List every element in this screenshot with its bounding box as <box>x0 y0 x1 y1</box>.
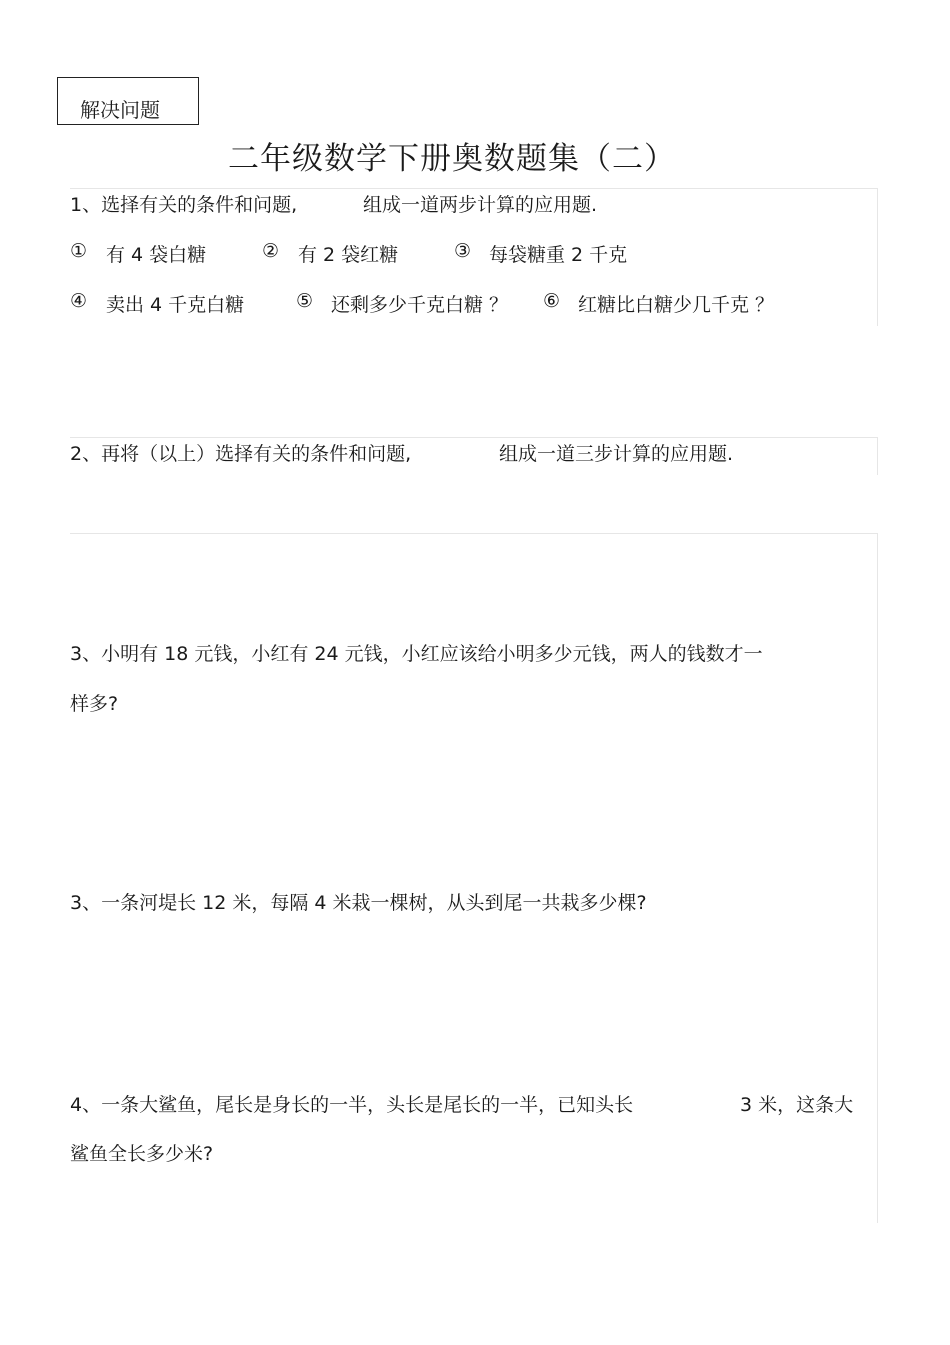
option-1-number: ① <box>70 240 88 262</box>
question-4-line-1-b: 3 米，这条大 <box>740 1094 854 1116</box>
question-4-line-2: 鲨鱼全长多少米? <box>70 1143 214 1165</box>
question-1-prompt-a: 1、选择有关的条件和问题, <box>70 194 298 216</box>
option-4-text: 卖出 4 千克白糖 <box>106 294 245 316</box>
page-title: 二年级数学下册奥数题集（二） <box>228 141 676 177</box>
option-3-text: 每袋糖重 2 千克 <box>489 244 628 266</box>
option-1-text: 有 4 袋白糖 <box>106 244 207 266</box>
section-tag: 解决问题 <box>80 98 160 122</box>
divider-q1-top <box>70 188 878 189</box>
option-6-number: ⑥ <box>543 290 561 312</box>
divider-q3-top <box>70 533 878 534</box>
option-4-number: ④ <box>70 290 88 312</box>
question-3a-line-2: 样多? <box>70 693 119 715</box>
question-2-prompt-b: 组成一道三步计算的应用题. <box>499 443 734 465</box>
divider-q3-right <box>877 533 878 1223</box>
option-2-text: 有 2 袋红糖 <box>298 244 399 266</box>
option-5-text: 还剩多少千克白糖 ？ <box>331 294 509 316</box>
question-4-line-1-a: 4、一条大鲨鱼，尾长是身长的一半，头长是尾长的一半，已知头长 <box>70 1094 634 1116</box>
option-2-number: ② <box>262 240 280 262</box>
divider-q1-right <box>877 188 878 326</box>
divider-q2-top <box>70 437 878 438</box>
option-3-number: ③ <box>454 240 472 262</box>
option-5-number: ⑤ <box>296 290 314 312</box>
question-2-prompt-a: 2、再将（以上）选择有关的条件和问题, <box>70 443 412 465</box>
question-3b-line-1: 3、一条河堤长 12 米，每隔 4 米栽一棵树，从头到尾一共栽多少棵? <box>70 892 647 914</box>
divider-q2-right <box>877 437 878 475</box>
question-3a-line-1: 3、小明有 18 元钱，小红有 24 元钱，小红应该给小明多少元钱，两人的钱数才一 <box>70 643 763 665</box>
option-6-text: 红糖比白糖少几千克 ？ <box>578 294 775 316</box>
question-1-prompt-b: 组成一道两步计算的应用题. <box>363 194 598 216</box>
